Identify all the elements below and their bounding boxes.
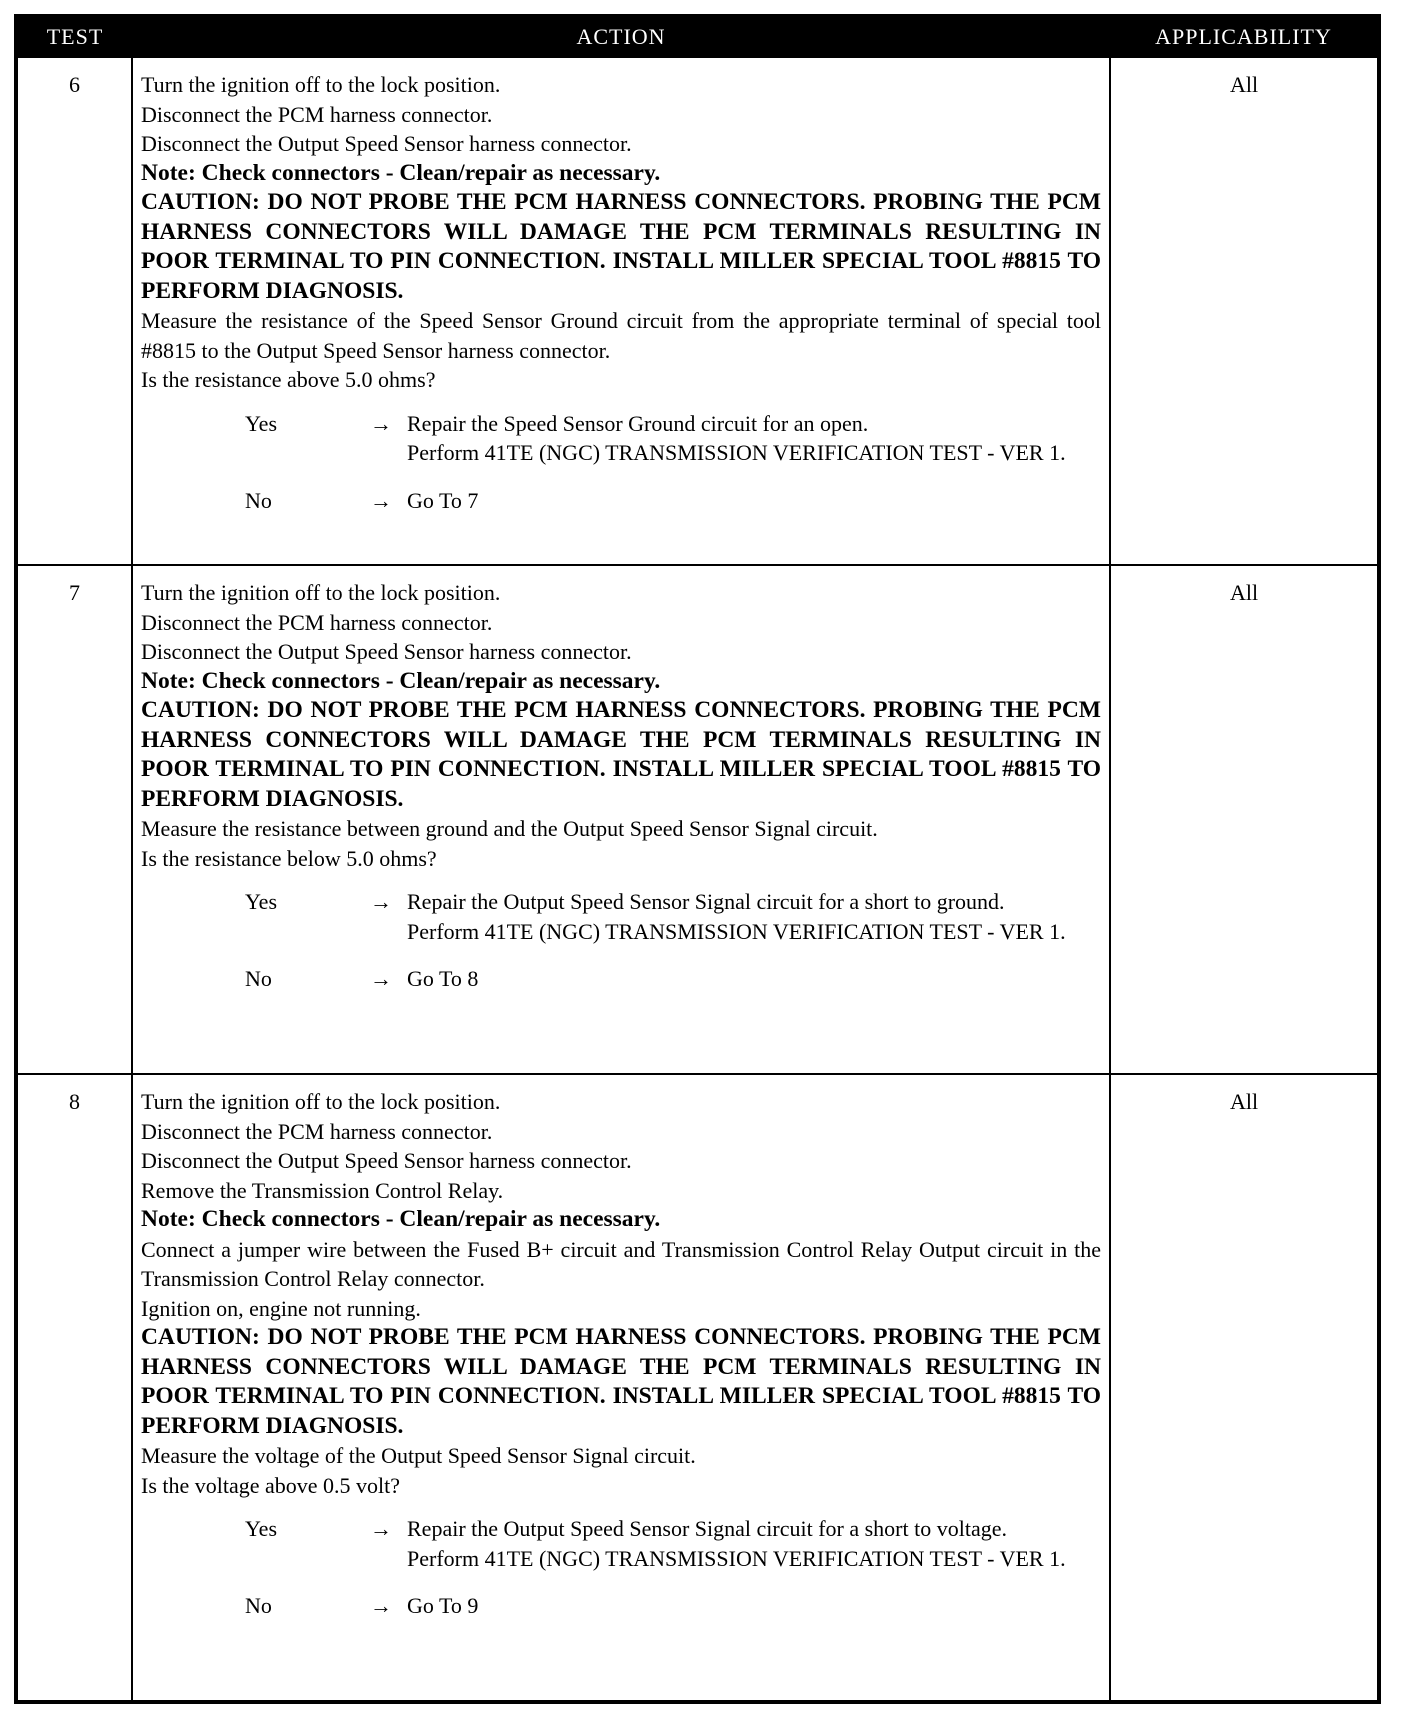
- arrow-icon: →: [370, 966, 392, 991]
- step-text: Measure the voltage of the Output Speed Sensor Signal circuit.: [141, 1443, 696, 1468]
- step-text: Turn the ignition off to the lock position.: [141, 580, 501, 605]
- arrow-icon: →: [370, 1593, 392, 1618]
- applicability-cell: All: [1110, 1074, 1379, 1702]
- verification-text: Perform 41TE (NGC) TRANSMISSION VERIFICATION TEST - VER 1.: [407, 440, 1066, 465]
- arrow-icon: →: [370, 487, 392, 513]
- action-cell: [132, 1074, 1110, 1702]
- yes-label: Yes: [245, 1516, 278, 1541]
- step-text: Remove the Transmission Control Relay.: [141, 1177, 504, 1203]
- no-label: No: [245, 1593, 272, 1618]
- step-text: Disconnect the Output Speed Sensor harness connector.: [141, 639, 632, 664]
- header-test: TEST: [16, 16, 132, 57]
- table-row: [16, 1074, 1379, 1702]
- action-cell: [132, 565, 1110, 1074]
- question-text: Is the voltage above 0.5 volt?: [141, 1472, 401, 1498]
- step-text: Measure the resistance between ground and the Output Speed Sensor Signal circuit.: [141, 816, 878, 841]
- caution-text: CAUTION: DO NOT PROBE THE PCM HARNESS CONNECTORS. PROBING THE PCM HARNESS CONNECTORS WILL DAMAGE THE PCM TERMINALS RESULTING IN POOR TERMINAL TO PIN CONNECTION. INSTALL MILLER SPECIAL TOOL #8815 TO PERFORM DIAGNOSIS.: [141, 189, 1101, 304]
- test-number: 8: [16, 1074, 132, 1702]
- note-text: Note: Check connectors - Clean/repair as necessary.: [141, 667, 661, 694]
- applicability-cell: All: [1110, 565, 1379, 1074]
- table-header-row: [16, 16, 1379, 57]
- yes-outcome: [141, 887, 1101, 946]
- step-text: Disconnect the PCM harness connector.: [141, 1118, 493, 1144]
- note-text: Note: Check connectors - Clean/repair as necessary.: [141, 1206, 661, 1232]
- step-text: Turn the ignition off to the lock position.: [141, 1089, 501, 1114]
- step-text: Connect a jumper wire between the Fused B+ circuit and Transmission Control Relay Output circuit in the Transmission Control Relay connector.: [141, 1236, 1101, 1291]
- step-text: Disconnect the Output Speed Sensor harness connector.: [141, 131, 632, 156]
- no-label: No: [245, 966, 272, 991]
- yes-result-text: Repair the Speed Sensor Ground circuit for an open.: [407, 410, 869, 436]
- no-label: No: [245, 487, 272, 513]
- yes-outcome: [141, 1514, 1101, 1573]
- yes-result: [407, 887, 1101, 946]
- verification-text: Perform 41TE (NGC) TRANSMISSION VERIFICATION TEST - VER 1.: [407, 1545, 1066, 1571]
- applicability-cell: All: [1110, 57, 1379, 565]
- action-cell: [132, 57, 1110, 565]
- note-text: Note: Check connectors - Clean/repair as necessary.: [141, 159, 661, 186]
- yes-result: [407, 409, 1101, 468]
- table-row: [16, 57, 1379, 565]
- verification-text: Perform 41TE (NGC) TRANSMISSION VERIFICATION TEST - VER 1.: [407, 918, 1066, 944]
- question-text: Is the resistance above 5.0 ohms?: [141, 367, 436, 392]
- no-result: Go To 9: [407, 1593, 479, 1618]
- arrow-icon: →: [370, 410, 392, 436]
- no-outcome: [141, 964, 1101, 994]
- step-text: Measure the resistance of the Speed Sensor Ground circuit from the appropriate terminal of special tool #8815 to the Output Speed Sensor harness connector.: [141, 308, 1101, 363]
- header-applicability: APPLICABILITY: [1110, 16, 1379, 57]
- step-text: Disconnect the Output Speed Sensor harness connector.: [141, 1148, 632, 1173]
- diagnostic-test-table: [14, 14, 1381, 1704]
- yes-result: [407, 1514, 1101, 1573]
- caution-text: CAUTION: DO NOT PROBE THE PCM HARNESS CONNECTORS. PROBING THE PCM HARNESS CONNECTORS WILL DAMAGE THE PCM TERMINALS RESULTING IN POOR TERMINAL TO PIN CONNECTION. INSTALL MILLER SPECIAL TOOL #8815 TO PERFORM DIAGNOSIS.: [141, 1324, 1101, 1439]
- no-outcome: [141, 1591, 1101, 1621]
- yes-label: Yes: [245, 410, 278, 436]
- step-text: Disconnect the PCM harness connector.: [141, 609, 493, 635]
- arrow-icon: →: [370, 889, 392, 914]
- arrow-icon: →: [370, 1516, 392, 1541]
- step-text: Ignition on, engine not running.: [141, 1295, 421, 1321]
- test-number: 6: [16, 57, 132, 565]
- header-action: ACTION: [132, 16, 1110, 57]
- yes-result-text: Repair the Output Speed Sensor Signal circuit for a short to voltage.: [407, 1516, 1007, 1541]
- no-outcome: [141, 486, 1101, 516]
- table-row: [16, 565, 1379, 1074]
- no-result: Go To 7: [407, 487, 479, 513]
- yes-outcome: [141, 409, 1101, 468]
- test-number: 7: [16, 565, 132, 1074]
- caution-text: CAUTION: DO NOT PROBE THE PCM HARNESS CONNECTORS. PROBING THE PCM HARNESS CONNECTORS WILL DAMAGE THE PCM TERMINALS RESULTING IN POOR TERMINAL TO PIN CONNECTION. INSTALL MILLER SPECIAL TOOL #8815 TO PERFORM DIAGNOSIS.: [141, 697, 1101, 812]
- yes-result-text: Repair the Output Speed Sensor Signal circuit for a short to ground.: [407, 889, 1005, 914]
- yes-label: Yes: [245, 889, 278, 914]
- no-result: Go To 8: [407, 966, 479, 991]
- step-text: Turn the ignition off to the lock position.: [141, 72, 501, 97]
- step-text: Disconnect the PCM harness connector.: [141, 101, 493, 127]
- question-text: Is the resistance below 5.0 ohms?: [141, 845, 437, 871]
